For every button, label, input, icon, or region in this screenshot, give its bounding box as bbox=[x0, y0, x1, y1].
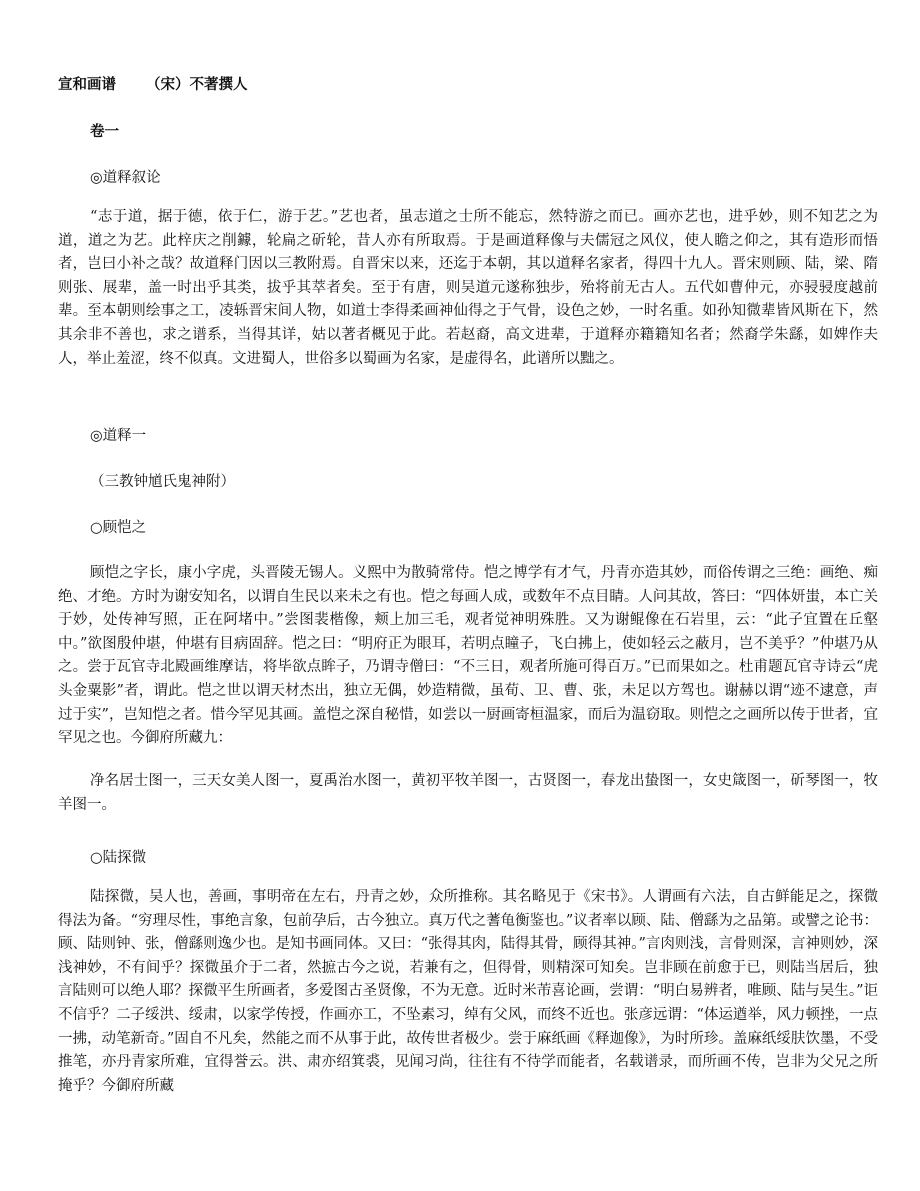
section-subtitle-sanjiao: （三教钟馗氏鬼神附） bbox=[90, 474, 235, 490]
book-author: （宋）不著撰人 bbox=[146, 77, 248, 93]
book-title: 宣和画谱 bbox=[58, 77, 116, 93]
paragraph-gu-kaizhi: 顾恺之字长，康小字虎，头晋陵无锡人。义熙中为散骑常侍。恺之博学有才气，丹青亦造其妙，而俗传谓之三绝：画绝、痴绝、才绝。方时为谢安知名，以谓自生民以来未之有也。恺之每画人成，或数年不点目睛。人问其故，答曰：“四体妍蚩，本亡关于妙，处传神写照，正在阿堵中。”尝图裴楷像，颊上加三毛，观者觉神明殊胜。又为谢鲲像在石岩里，云：“此子宜置在丘壑中。”欲图殷仲堪，仲堪有目病固辞。恺之曰：“明府正为眼耳，若明点瞳子，飞白拂上，使如轻云之蔽月，岂不美乎？”仲堪乃从之。尝于瓦官寺北殿画维摩诘，将毕欲点眸子，乃谓寺僧曰：“不三日，观者所施可得百万。”已而果如之。杜甫题瓦官寺诗云“虎头金粟影”者，谓此。恺之世以谓天材杰出，独立无偶，妙造精微，虽荀、卫、曹、张，未足以方驾也。谢赫以谓“迹不逮意，声过于实”，岂知恺之者。惜今罕见其画。盖恺之深自秘惜，如尝以一厨画寄桓温家，而后为温窃取。则恺之之画所以传于世者，宜罕见之也。今御府所藏九： bbox=[58, 565, 878, 747]
paragraph-gu-collection-list: 净名居士图一，三天女美人图一，夏禹治水图一，黄初平牧羊图一，古贤图一，春龙出蛰图一，女史箴图一，斫琴图一，牧羊图一。 bbox=[58, 773, 878, 813]
section-heading-daoshi-yi: ◎道释一 bbox=[90, 428, 147, 444]
entry-heading-gu-kaizhi: ○顾恺之 bbox=[90, 520, 147, 536]
section-heading-daoshi-xulun: ◎道释叙论 bbox=[90, 170, 161, 186]
paragraph-lu-tanwei: 陆探微，吴人也，善画，事明帝在左右，丹青之妙，众所推称。其名略见于《宋书》。人谓画有六法，自古鲜能足之，探微得法为备。“穷理尽性，事绝言象，包前孕后，古今独立。真万代之蓍龟衡鉴也。”议者率以顾、陆、僧繇为之品第。或譬之论书：顾、陆则钟、张，僧繇则逸少也。是知书画同体。又曰：“张得其肉，陆得其骨，顾得其神。”言肉则浅，言骨则深，言神则妙，深浅神妙，不有间乎？探微虽介于二者，然摭古今之说，若兼有之，但得骨，则精深可知矣。岂非顾在前愈于已，则陆当居后，独言陆则可以绝人耶？探微平生所画者，多爱图古圣贤像，不为无意。近时米芾喜论画，尝谓：“明白易辨者，唯顾、陆与吴生。”讵不信乎？二子绥洪、绥肃，以家学传授，作画亦工，不坠素习，绰有父风，而终不近也。张彦远谓：“体运遒举，风力顿挫，一点一拂，动笔新奇。”固自不凡矣，然能之而不从事于此，故传世者极少。尝于麻纸画《释迦像》，为时所珍。盖麻纸绥肤饮墨，不受推笔，亦丹青家所难，宜得誉云。洪、肃亦绍箕裘，见闻习尚，往往有不待学而能者，名载谱录，而所画不传，岂非为父兄之所掩乎？今御府所藏 bbox=[58, 889, 878, 1094]
book-title-line bbox=[58, 73, 248, 94]
paragraph-xulun: “志于道，据于德，依于仁，游于艺。”艺也者，虽志道之士所不能忘，然特游之而已。画亦艺也，进乎妙，则不知艺之为道，道之为艺。此梓庆之削鐻，轮扁之斫轮，昔人亦有所取焉。于是画道释像与夫儒冠之风仪，使人瞻之仰之，其有造形而悟者，岂曰小补之哉？故道释门因以三教附焉。自晋宋以来，还迄于本朝，其以道释名家者，得四十九人。晋宋则顾、陆，梁、隋则张、展辈，盖一时出乎其类，拔乎其萃者矣。至于有唐，则吴道元遂称独步，殆将前无古人。五代如曹仲元，亦骎骎度越前辈。至本朝则绘事之工，凌轹晋宋间人物，如道士李得柔画神仙得之于气骨，设色之妙，一时名重。如孙知微辈皆风斯在下，然其余非不善也，求之谱系，当得其详，姑以著者概见于此。若赵裔，高文进辈，于道释亦籍籍知名者；然裔学朱繇，如婢作夫人，举止羞涩，终不似真。文进蜀人，世俗多以蜀画为名家，是虚得名，此谱所以黜之。 bbox=[58, 209, 878, 367]
entry-heading-lu-tanwei: ○陆探微 bbox=[90, 850, 147, 866]
volume-heading: 卷一 bbox=[90, 124, 119, 140]
